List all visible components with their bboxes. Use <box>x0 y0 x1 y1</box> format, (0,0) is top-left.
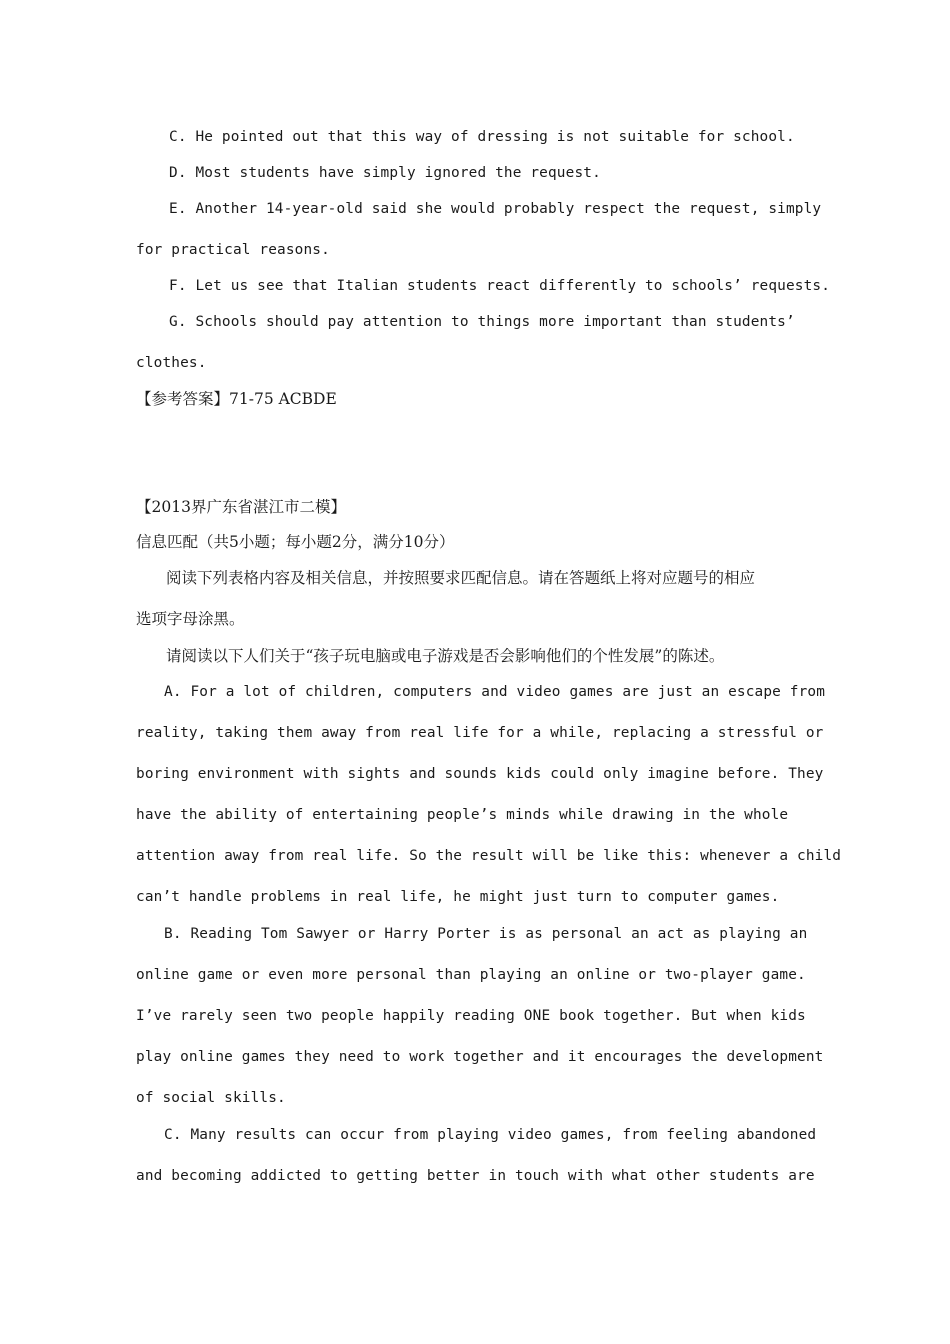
option-e: E. Another 14-year-old said she would probably respect the request, simply <box>169 201 822 217</box>
passage-b-line-4: play online games they need to work together and it encourages the development <box>136 1049 824 1065</box>
passage-c-line-1: C. Many results can occur from playing video games, from feeling abandoned <box>164 1127 817 1143</box>
section-title: 【2013界广东省湛江市二模】 <box>136 498 346 516</box>
option-g-continued: clothes. <box>136 355 207 371</box>
passage-a-line-3: boring environment with sights and sounds kids could only imagine before. They <box>136 766 824 782</box>
option-e-continued: for practical reasons. <box>136 242 330 258</box>
section-subtitle: 信息匹配（共5小题；每小题2分，满分10分） <box>136 533 455 551</box>
passage-b-line-2: online game or even more personal than playing an online or two-player game. <box>136 967 806 983</box>
option-c: C. He pointed out that this way of dressing is not suitable for school. <box>169 129 795 145</box>
passage-a-line-6: can’t handle problems in real life, he might just turn to computer games. <box>136 889 780 905</box>
passage-a-line-1: A. For a lot of children, computers and video games are just an escape from <box>164 684 826 700</box>
passage-c-line-2: and becoming addicted to getting better in touch with what other students are <box>136 1168 815 1184</box>
passage-b-line-5: of social skills. <box>136 1090 286 1106</box>
passage-a-line-2: reality, taking them away from real life for a while, replacing a stressful or <box>136 725 824 741</box>
passage-a-line-4: have the ability of entertaining people’s minds while drawing in the whole <box>136 807 789 823</box>
instruction-line-2: 选项字母涂黑。 <box>136 610 245 628</box>
option-f: F. Let us see that Italian students react differently to schools’ requests. <box>169 278 831 294</box>
passage-b-line-3: I’ve rarely seen two people happily reading ONE book together. But when kids <box>136 1008 806 1024</box>
option-g: G. Schools should pay attention to things more important than students’ <box>169 314 795 330</box>
instruction-line-3: 请阅读以下人们关于“孩子玩电脑或电子游戏是否会影响他们的个性发展”的陈述。 <box>166 647 725 665</box>
passage-a-line-5: attention away from real life. So the result will be like this: whenever a child <box>136 848 842 864</box>
passage-b-line-1: B. Reading Tom Sawyer or Harry Porter is as personal an act as playing an <box>164 926 808 942</box>
option-d: D. Most students have simply ignored the request. <box>169 165 601 181</box>
instruction-line-1: 阅读下列表格内容及相关信息，并按照要求匹配信息。请在答题纸上将对应题号的相应 <box>166 569 756 587</box>
answer-key: 【参考答案】71-75 ACBDE <box>136 390 337 408</box>
